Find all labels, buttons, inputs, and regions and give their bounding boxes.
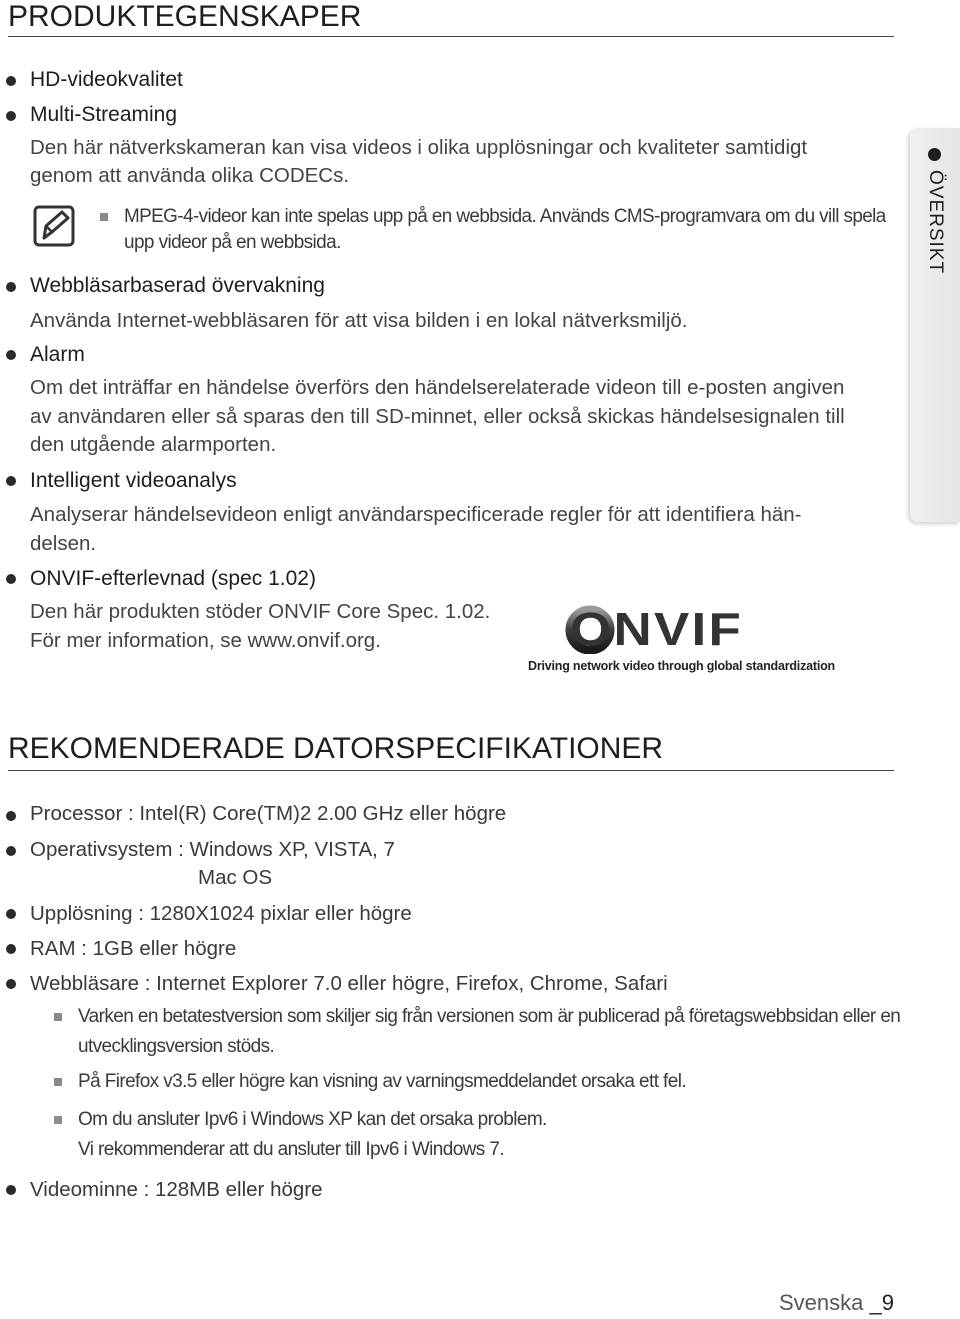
feature-body-line: Analyserar händelsevideon enligt användarspecificerade regler för att identifiera hän-: [30, 503, 802, 526]
feature-body-line: Om det inträffar en händelse överförs den händelserelaterade videon till e-posten angiven: [30, 376, 845, 399]
feature-body-line: den utgående alarmporten.: [30, 433, 277, 456]
feature-body-line: av användaren eller så sparas den till SD-minnet, eller också skickas händelsesignalen till: [30, 405, 845, 428]
bullet: [6, 979, 16, 989]
spec-processor: Processor : Intel(R) Core(TM)2 2.00 GHz eller högre: [30, 802, 507, 825]
bullet: [6, 111, 16, 121]
bullet: [6, 944, 16, 954]
feature-title-browser: Webbläsarbaserad övervakning: [30, 274, 325, 297]
bullet: [6, 574, 16, 584]
bullet: [6, 76, 16, 86]
note-line: MPEG-4-videor kan inte spelas upp på en webbsida. Används CMS-programvara om du vill spela: [124, 206, 886, 227]
onvif-tagline: Driving network video through global standardization: [528, 659, 835, 673]
footer-language: Svenska: [779, 1290, 864, 1315]
bullet: [6, 846, 16, 856]
side-tab[interactable]: [910, 128, 960, 522]
tab-dot: [928, 148, 941, 161]
footer-page-number: _9: [869, 1290, 894, 1315]
bullet: [6, 1185, 16, 1195]
feature-title-onvif: ONVIF-efterlevnad (spec 1.02): [30, 567, 316, 590]
browser-note-line: Varken en betatestversion som skiljer sig från versionen som är publicerad på företagswebbsidan eller en: [78, 1006, 901, 1027]
feature-body-line: Den här produkten stöder ONVIF Core Spec. 1.02.: [30, 600, 491, 623]
title-rule: [8, 36, 894, 37]
note-square-bullet: [54, 1116, 62, 1124]
browser-note-line: På Firefox v3.5 eller högre kan visning av varningsmeddelandet orsaka ett fel.: [78, 1071, 687, 1092]
feature-body-line: Den här nätverkskameran kan visa videos i olika upplösningar och kvaliteter samtidigt: [30, 136, 808, 159]
feature-body-line: genom att använda olika CODECs.: [30, 164, 350, 187]
onvif-logo: [528, 603, 835, 678]
page-footer: [779, 1290, 894, 1316]
feature-title-hd: HD-videokvalitet: [30, 68, 183, 91]
spec-video-memory: Videominne : 128MB eller högre: [30, 1178, 323, 1201]
bullet: [6, 909, 16, 919]
browser-note-line: Om du ansluter Ipv6 i Windows XP kan det orsaka problem.: [78, 1109, 547, 1130]
note-line: upp videor på en webbsida.: [124, 232, 341, 253]
spec-os-mac: Mac OS: [198, 866, 273, 889]
browser-note-line: Vi rekommenderar att du ansluter till Ipv6 i Windows 7.: [78, 1139, 505, 1160]
section-title-specs: REKOMENDERADE DATORSPECIFIKATIONER: [8, 732, 664, 765]
spec-os: Operativsystem : Windows XP, VISTA, 7: [30, 838, 395, 861]
feature-title-analysis: Intelligent videoanalys: [30, 469, 237, 492]
onvif-logo-word: ONVIF: [570, 603, 744, 655]
bullet: [6, 476, 16, 486]
bullet: [6, 350, 16, 360]
note-square-bullet: [100, 213, 108, 221]
spec-resolution: Upplösning : 1280X1024 pixlar eller högre: [30, 902, 412, 925]
feature-title-alarm: Alarm: [30, 343, 85, 366]
feature-title-multistreaming: Multi-Streaming: [30, 103, 178, 126]
note-square-bullet: [54, 1013, 62, 1021]
spec-browser: Webbläsare : Internet Explorer 7.0 eller högre, Firefox, Chrome, Safari: [30, 972, 668, 995]
spec-ram: RAM : 1GB eller högre: [30, 937, 237, 960]
bullet: [6, 811, 16, 821]
bullet: [6, 282, 16, 292]
browser-note-line: utvecklingsversion stöds.: [78, 1036, 275, 1057]
memo-icon: [32, 204, 76, 248]
feature-body-line: Använda Internet-webbläsaren för att visa bilden i en lokal nätverksmiljö.: [30, 309, 688, 332]
section-title-features: PRODUKTEGENSKAPER: [8, 0, 362, 33]
feature-body-line: delsen.: [30, 532, 97, 555]
note-square-bullet: [54, 1078, 62, 1086]
title-rule: [8, 770, 894, 771]
feature-body-line: För mer information, se www.onvif.org.: [30, 629, 381, 652]
side-tab-label: ÖVERSIKT: [925, 170, 946, 275]
